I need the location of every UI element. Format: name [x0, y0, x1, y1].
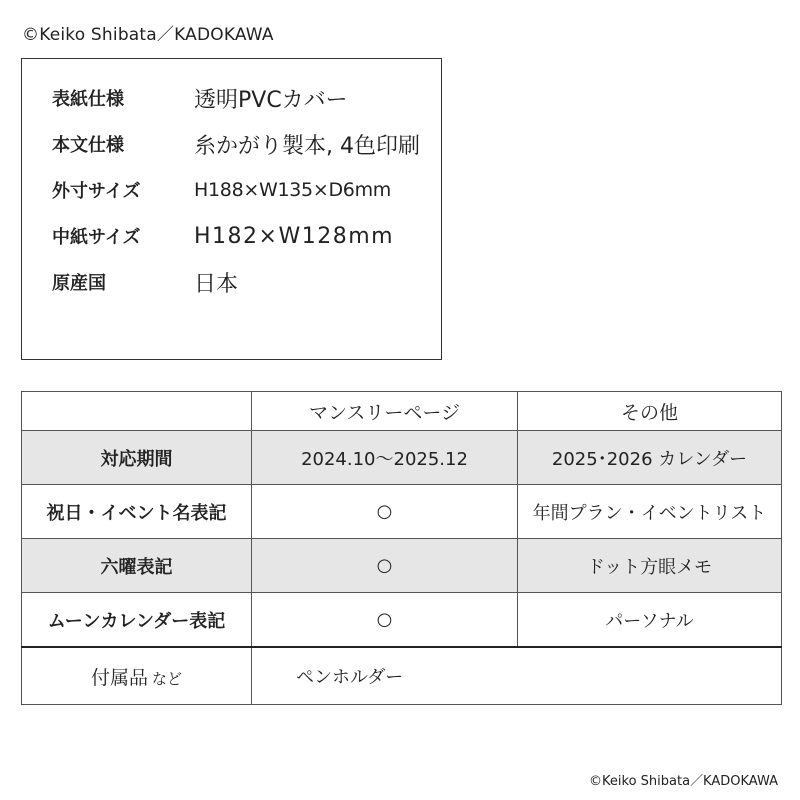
spec-label: 中紙サイズ [52, 227, 141, 248]
spec-value: 日本 [194, 271, 239, 297]
circle-mark: ○ [252, 485, 518, 539]
other-cell: 2025･2026 カレンダー [518, 431, 782, 485]
spec-label: 外寸サイズ [52, 181, 141, 202]
table-header-monthly: マンスリーページ [252, 392, 518, 431]
row-label: 対応期間 [22, 431, 252, 485]
circle-mark: ○ [252, 539, 518, 593]
row-label: 六曜表記 [22, 539, 252, 593]
feature-table [21, 391, 782, 705]
table-row [22, 539, 782, 593]
copyright-bottom: ©Keiko Shibata／KADOKAWA [589, 774, 778, 789]
spec-value: H182×W128mm [194, 223, 395, 249]
table-header-empty [22, 392, 252, 431]
copyright-top: ©Keiko Shibata／KADOKAWA [22, 25, 274, 45]
other-cell: ドット方眼メモ [518, 539, 782, 593]
monthly-cell: 2024.10～2025.12 [252, 431, 518, 485]
accessories-label-cell [22, 647, 252, 705]
other-cell: パーソナル [518, 593, 782, 648]
row-label: 祝日・イベント名表記 [22, 485, 252, 539]
spec-value: H188×W135×D6mm [194, 179, 391, 201]
table-row [22, 593, 782, 648]
spec-row-cover [52, 83, 348, 113]
table-row [22, 431, 782, 485]
spec-row-inner-size [52, 221, 394, 251]
spec-row-outer-size [52, 175, 391, 205]
spec-box [21, 58, 442, 360]
spec-label: 本文仕様 [52, 135, 124, 156]
spec-label: 原産国 [52, 273, 106, 294]
spec-row-body [52, 129, 420, 159]
spec-label: 表紙仕様 [52, 89, 124, 110]
circle-mark: ○ [252, 593, 518, 648]
accessories-label-suffix: など [152, 669, 183, 688]
accessories-row [22, 647, 782, 705]
spec-value: 透明PVCカバー [194, 87, 348, 113]
table-row [22, 485, 782, 539]
accessories-label: 付属品 [90, 666, 148, 689]
table-header-other: その他 [518, 392, 782, 431]
spec-row-origin [52, 267, 238, 297]
accessories-value: ペンホルダー [252, 647, 782, 705]
other-cell: 年間プラン・イベントリスト [518, 485, 782, 539]
row-label: ムーンカレンダー表記 [22, 593, 252, 648]
spec-value: 糸かがり製本, 4色印刷 [194, 133, 420, 159]
table-header-row [22, 392, 782, 431]
